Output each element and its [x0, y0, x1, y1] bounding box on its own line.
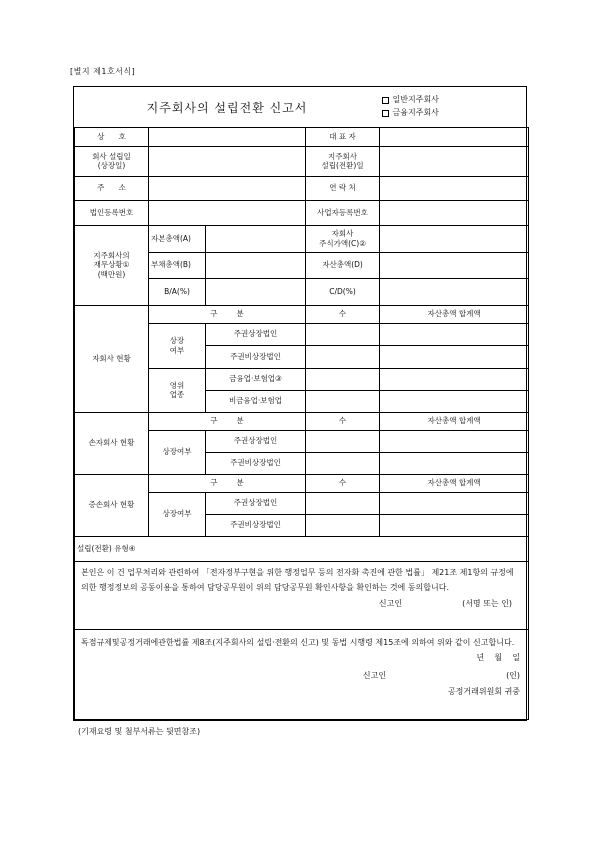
subsidiary-unlisted-count[interactable]: [306, 345, 380, 368]
label-ratio-cd: C/D(%): [306, 278, 380, 305]
grandchild-col-category: 구 분: [149, 412, 306, 430]
label-biz-reg-no: 사업자등록번호: [306, 200, 380, 225]
grandchild-listing-group: 상장여부: [149, 430, 206, 474]
consent-signer-label: 신고인: [378, 598, 403, 608]
grandchild-unlisted-label: 주권비상장법인: [206, 452, 306, 474]
grandchild-unlisted-count[interactable]: [306, 452, 380, 474]
field-holding-date[interactable]: [380, 146, 529, 176]
report-form: [73, 86, 527, 721]
subsidiary-nonfinancial-count[interactable]: [306, 390, 380, 412]
field-biz-reg-no[interactable]: [380, 200, 529, 225]
declaration-text: 독점규제및공정거래에관한법률 제8조(지주회사의 설립·전환의 신고) 및 동법 시행령 제15조에 의하여 위와 같이 신고합니다.: [81, 637, 515, 647]
great-grandchild-listed-count[interactable]: [306, 492, 380, 514]
great-grandchild-listing-group: 상장여부: [149, 492, 206, 536]
field-total-liabilities[interactable]: [206, 252, 306, 278]
footnote: (기재요령 및 첨부서류는 뒷면참조): [78, 727, 201, 736]
subsidiary-financial-label: 금융업·보험업③: [206, 368, 306, 390]
field-representative[interactable]: [380, 127, 529, 146]
label-trade-name: 상 호: [75, 127, 149, 146]
label-address: 주 소: [75, 176, 149, 200]
field-trade-name[interactable]: [149, 127, 306, 146]
form-number: [별지 제1호서식]: [70, 67, 136, 76]
subsidiary-financial-count[interactable]: [306, 368, 380, 390]
field-subsidiary-stock[interactable]: [380, 225, 529, 252]
subsidiary-nonfinancial-label: 비금융업·보험업: [206, 390, 306, 412]
great-grandchild-unlisted-count[interactable]: [306, 514, 380, 536]
great-grandchild-col-asset: 자산총액 합계액: [380, 474, 529, 492]
checkbox-icon[interactable]: [382, 110, 389, 117]
subsidiary-listed-label: 주권상장법인: [206, 323, 306, 345]
consent-signature-hint[interactable]: (서명 또는 인): [462, 598, 513, 608]
option-general-holding[interactable]: 일반지주회사: [382, 95, 527, 105]
field-establishment-type[interactable]: [75, 536, 529, 561]
field-total-assets[interactable]: [206, 225, 306, 252]
field-asset-total[interactable]: [380, 252, 529, 278]
consent-text: 본인은 이 건 업무처리와 관련하여 「전자정부구현을 위한 행정업무 등의 전자화 촉진에 관한 법률」 제21조 제1항의 규정에 의한 행정정보의 공동이용을 통하여 담당공무원이 위의 담당공무원 확인사항을 확인하는 것에 동의합니다.: [81, 567, 514, 593]
great-grandchild-unlisted-label: 주권비상장법인: [206, 514, 306, 536]
label-corp-reg-no: 법인등록번호: [75, 200, 149, 225]
grandchild-listed-label: 주권상장법인: [206, 430, 306, 452]
label-subsidiary-stock: 자회사 주식가액(C)②: [306, 225, 380, 252]
great-grandchild-col-category: 구 분: [149, 474, 306, 492]
declaration-date[interactable]: 년 월 일: [476, 653, 521, 663]
subsidiary-listing-group: 상장 여부: [149, 323, 206, 368]
declaration-section: [75, 629, 529, 719]
label-ratio-ba: B/A(%): [149, 278, 206, 305]
grandchild-listed-asset[interactable]: [380, 430, 529, 452]
declaration-seal[interactable]: (인): [506, 671, 521, 681]
great-grandchild-listed-label: 주권상장법인: [206, 492, 306, 514]
label-great-grandchild-status: 증손회사 현황: [75, 474, 149, 536]
subsidiary-unlisted-asset[interactable]: [380, 345, 529, 368]
form-title: 지주회사의 설립전환 신고서: [146, 101, 308, 116]
great-grandchild-listed-asset[interactable]: [380, 492, 529, 514]
label-holding-date: 지주회사 설립(전환)일: [306, 146, 380, 176]
subsidiary-col-count: 수: [306, 305, 380, 323]
field-address[interactable]: [149, 176, 306, 200]
label-contact: 연 락 처: [306, 176, 380, 200]
consent-section: [75, 561, 529, 629]
label-asset-total: 자산총액(D): [306, 252, 380, 278]
field-corp-reg-no[interactable]: [149, 200, 306, 225]
declaration-recipient: 공정거래위원회 귀중: [447, 687, 521, 697]
label-total-liabilities: 부채총액(B): [149, 252, 206, 278]
field-contact[interactable]: [380, 176, 529, 200]
grandchild-unlisted-asset[interactable]: [380, 452, 529, 474]
label-established-date: 회사 설립일 (상장일): [75, 146, 149, 176]
great-grandchild-unlisted-asset[interactable]: [380, 514, 529, 536]
field-ratio-cd[interactable]: [380, 278, 529, 305]
grandchild-col-asset: 자산총액 합계액: [380, 412, 529, 430]
subsidiary-nonfinancial-asset[interactable]: [380, 390, 529, 412]
label-establishment-type: 설립(전환) 유형④: [77, 543, 136, 553]
subsidiary-listed-asset[interactable]: [380, 323, 529, 345]
declaration-signer-label: 신고인: [362, 671, 387, 681]
field-established-date[interactable]: [149, 146, 306, 176]
great-grandchild-col-count: 수: [306, 474, 380, 492]
label-total-assets: 자본총액(A): [149, 225, 206, 252]
label-grandchild-status: 손자회사 현황: [75, 412, 149, 474]
checkbox-icon[interactable]: [382, 97, 389, 104]
subsidiary-col-asset: 자산총액 합계액: [380, 305, 529, 323]
subsidiary-financial-asset[interactable]: [380, 368, 529, 390]
subsidiary-business-group: 영위 업종: [149, 368, 206, 412]
subsidiary-col-category: 구 분: [149, 305, 306, 323]
label-financial-status: 지주회사의 재무상황① (백만원): [75, 225, 149, 305]
field-ratio-ba[interactable]: [206, 278, 306, 305]
grandchild-col-count: 수: [306, 412, 380, 430]
option-financial-holding[interactable]: 금융지주회사: [382, 108, 527, 118]
grandchild-listed-count[interactable]: [306, 430, 380, 452]
label-representative: 대 표 자: [306, 127, 380, 146]
subsidiary-unlisted-label: 주권비상장법인: [206, 345, 306, 368]
subsidiary-listed-count[interactable]: [306, 323, 380, 345]
label-subsidiary-status: 자회사 현황: [75, 305, 149, 412]
